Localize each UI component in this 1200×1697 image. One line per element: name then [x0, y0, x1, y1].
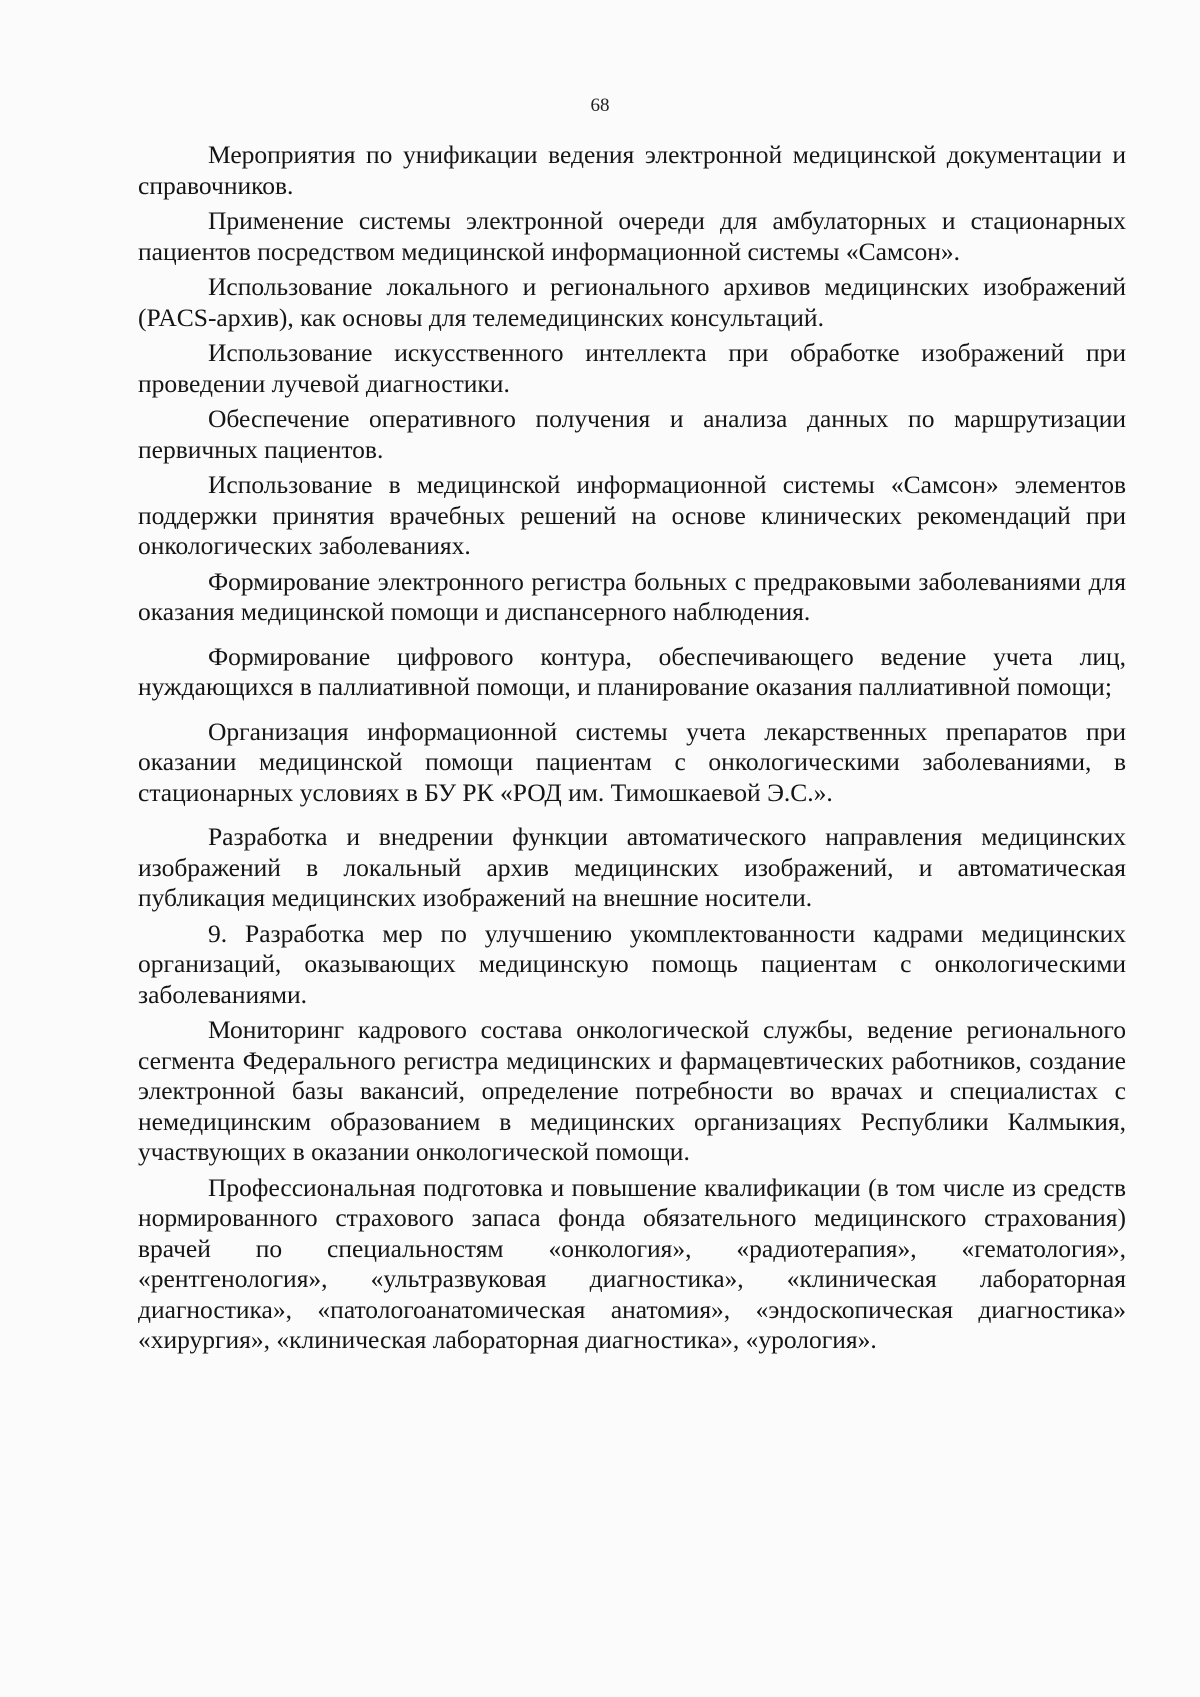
paragraph-routing-data: Обеспечение оперативного получения и анализа данных по маршрутизации первичных пациентов. — [138, 404, 1126, 464]
document-body — [138, 140, 1126, 1361]
paragraph-image-routing: Разработка и внедрении функции автоматического направления медицинских изображений в локальный архив медицинских изображений, и автоматическая публикация медицинских изображений на внешние носители. — [138, 822, 1126, 912]
paragraph-ai-imaging: Использование искусственного интеллекта при обработке изображений при проведении лучевой диагностики. — [138, 338, 1126, 398]
paragraph-precancer-registry: Формирование электронного регистра больных с предраковыми заболеваниями для оказания медицинской помощи и диспансерного наблюдения. — [138, 566, 1126, 626]
paragraph-unification: Мероприятия по унификации ведения электронной медицинской документации и справочников. — [138, 140, 1126, 200]
paragraph-decision-support: Использование в медицинской информационной системы «Самсон» элементов поддержки принятия врачебных решений на основе клинических рекомендаций при онкологических заболеваниях. — [138, 470, 1126, 560]
paragraph-drug-accounting: Организация информационной системы учета лекарственных препаратов при оказании медицинской помощи пациентам с онкологическими заболеваниями, в стационарных условиях в БУ РК «РОД им. Тимошкаевой Э.С.». — [138, 716, 1126, 807]
paragraph-staffing-section: 9. Разработка мер по улучшению укомплектованности кадрами медицинских организаций, оказывающих медицинскую помощь пациентам с онкологическими заболеваниями. — [138, 918, 1126, 1009]
page-number: 68 — [590, 95, 610, 116]
paragraph-palliative-contour: Формирование цифрового контура, обеспечивающего ведение учета лиц, нуждающихся в паллиативной помощи, и планирование оказания паллиативной помощи; — [138, 641, 1126, 701]
paragraph-staff-monitoring: Мониторинг кадрового состава онкологической службы, ведение регионального сегмента Федерального регистра медицинских и фармацевтических работников, создание электронной базы вакансий, определение потребности во врачах и специалистах с немедицинским образованием в медицинских организациях Республики Калмыкия, участвующих в оказании онкологической помощи. — [138, 1015, 1126, 1166]
paragraph-professional-training: Профессиональная подготовка и повышение квалификации (в том числе из средств нормированного страхового запаса фонда обязательного медицинского страхования) врачей по специальностям «онкология», «радиотерапия», «гематология», «рентгенология», «ультразвуковая диагностика», «клиническая лабораторная диагностика», «патологоанатомическая анатомия», «эндоскопическая диагностика» «хирургия», «клиническая лабораторная диагностика», «урология». — [138, 1172, 1126, 1354]
paragraph-electronic-queue: Применение системы электронной очереди для амбулаторных и стационарных пациентов посредством медицинской информационной системы «Самсон». — [138, 206, 1126, 266]
paragraph-pacs-archive: Использование локального и регионального архивов медицинских изображений (PACS-архив), как основы для телемедицинских консультаций. — [138, 272, 1126, 332]
